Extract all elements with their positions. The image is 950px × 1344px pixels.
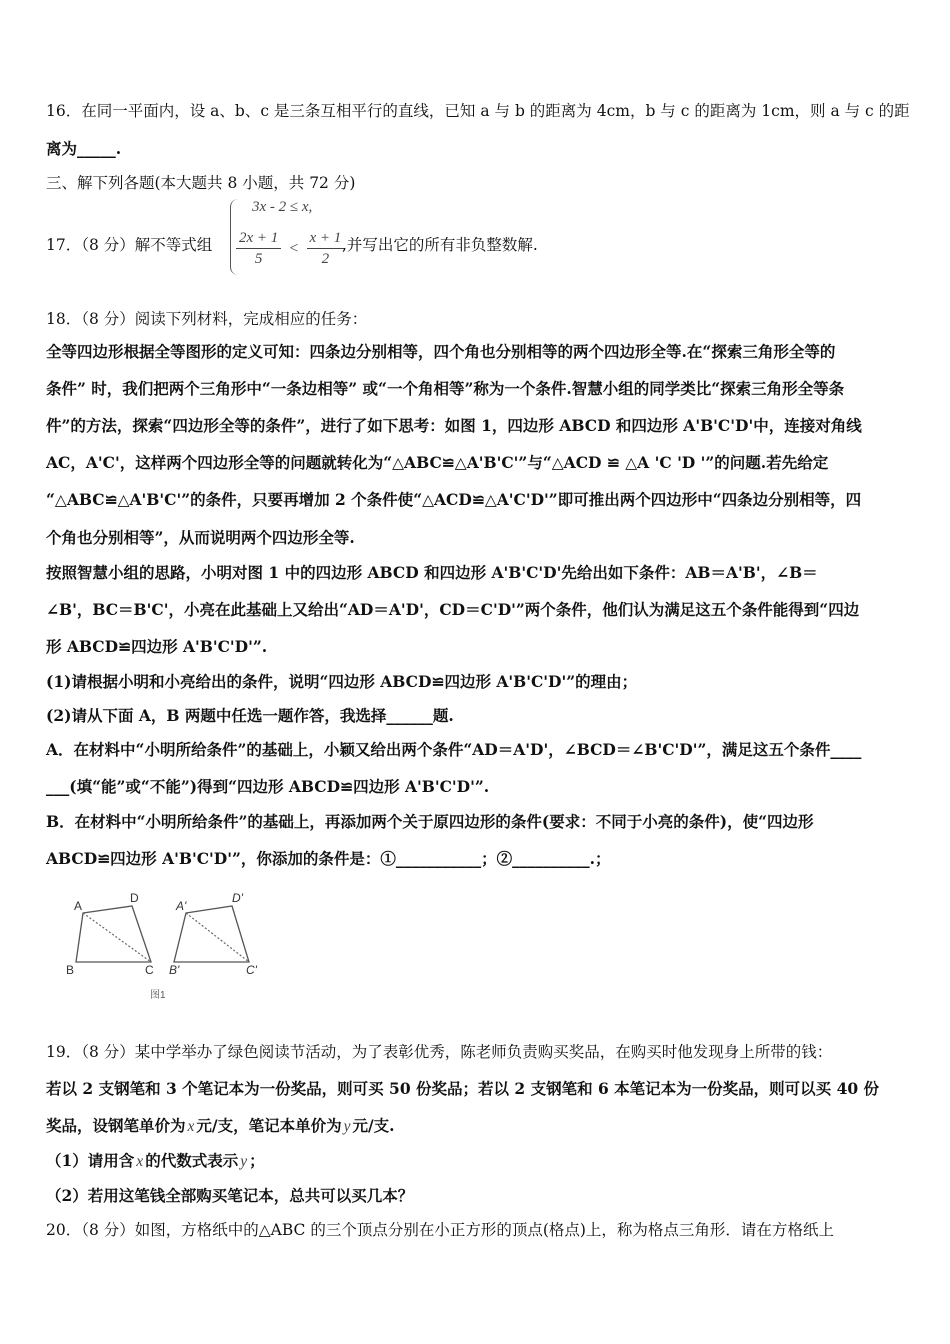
q18-option-a-cont: ___(填“能”或“不能”)得到“四边形 ABCD≌四边形 A'B'C'D'”. <box>46 777 490 796</box>
q17-inequality-1: 3x - 2 ≤ x, <box>252 199 313 215</box>
q17-fraction-1: $\frac{2x + 1}{5}$ <box>236 228 281 269</box>
var-x: x <box>187 1118 195 1135</box>
label-b: B <box>66 963 75 977</box>
q17-inequality-2: $\frac{2x + 1}{5}$ < $\frac{x + 1}{2}$ <box>236 228 344 269</box>
q19-line1: 19．（8 分）某中学举办了绿色阅读节活动，为了表彰优秀，陈老师负责购买奖品，在购买时他发现身上所带的钱： <box>46 1043 833 1061</box>
label-d: D <box>130 891 139 905</box>
q17-prefix: 17．（8 分）解不等式组 <box>46 236 213 254</box>
section-3-heading: 三、解下列各题(本大题共 8 小题，共 72 分) <box>46 174 356 192</box>
figure-caption: 图1 <box>150 990 166 1001</box>
q18-paragraph: 形 ABCD≌四边形 A'B'C'D'”. <box>46 637 268 656</box>
q18-option-b: B．在材料中“小明所给条件”的基础上，再添加两个关于原四边形的条件(要求：不同于小亮的条件)，使“四边形 <box>46 812 814 831</box>
q18-task-2: (2)请从下面 A，B 两题中任选一题作答，我选择______题. <box>46 706 454 725</box>
q16-line1: 16．在同一平面内，设 a、b、c 是三条互相平行的直线，已知 a 与 b 的距离为 4cm，b 与 c 的距离为 1cm，则 a 与 c 的距 <box>46 102 910 120</box>
q18-paragraph: 条件” 时，我们把两个三角形中“一条边相等” 或“一个角相等”称为一个条件.智慧小组的同学类比“探索三角形全等条 <box>46 379 845 398</box>
q18-paragraph: AC，A'C'，这样两个四边形全等的问题就转化为“△ABC≌△A'B'C'”与“△ACD ≌ △A 'C 'D '”的问题.若先给定 <box>46 453 829 472</box>
q19-line2: 若以 2 支钢笔和 3 个笔记本为一份奖品，则可买 50 份奖品；若以 2 支钢笔和 6 本笔记本为一份奖品，则可以买 40 份 <box>46 1079 880 1098</box>
q20-line1: 20．（8 分）如图，方格纸中的△ABC 的三个顶点分别在小正方形的顶点(格点)上，称为格点三角形．请在方格纸上 <box>46 1221 834 1239</box>
label-d-prime: D' <box>232 891 243 905</box>
q17-suffix: ,并写出它的所有非负整数解. <box>342 236 538 254</box>
label-a-prime: A' <box>176 899 187 913</box>
quadrilateral-abcd <box>76 906 151 962</box>
q18-paragraph: 按照智慧小组的思路，小明对图 1 中的四边形 ABCD 和四边形 A'B'C'D'先给出如下条件：AB＝A'B'，∠B＝ <box>46 563 818 582</box>
q18-paragraph: 件”的方法，探索“四边形全等的条件”，进行了如下思考：如图 1，四边形 ABCD 和四边形 A'B'C'D'中，连接对角线 <box>46 416 862 435</box>
q19-line3: 奖品，设钢笔单价为 x 元/支，笔记本单价为 y 元/支. <box>46 1116 395 1135</box>
label-b-prime: B' <box>169 963 180 977</box>
q19-subquestion-1: （1）请用含 x 的代数式表示 y ； <box>46 1151 265 1170</box>
q16-line2: 离为_____. <box>46 139 122 158</box>
q18-paragraph: 全等四边形根据全等图形的定义可知：四条边分别相等，四个角也分别相等的两个四边形全等.在“探索三角形全等的 <box>46 342 836 361</box>
q18-option-a: A．在材料中“小明所给条件”的基础上，小颖又给出两个条件“AD＝A'D'，∠BCD＝∠B'C'D'”，满足这五个条件____ <box>46 740 862 759</box>
q19-subquestion-2: （2）若用这笔钱全部购买笔记本，总共可以买几本？ <box>46 1186 414 1205</box>
q18-paragraph: “△ABC≌△A'B'C'”的条件，只要再增加 2 个条件使“△ACD≌△A'C'D'”即可推出两个四边形中“四条边分别相等，四 <box>46 490 862 509</box>
q18-paragraph: ∠B'，BC＝B'C'，小亮在此基础上又给出“AD＝A'D'，CD＝C'D'”两个条件，他们认为满足这五个条件能得到“四边 <box>46 600 860 619</box>
q18-paragraph: 个角也分别相等”，从而说明两个四边形全等. <box>46 528 355 547</box>
figure-1-quadrilaterals <box>60 888 280 1008</box>
label-c-prime: C' <box>246 963 257 977</box>
q17-fraction-2: $\frac{x + 1}{2}$ <box>307 228 345 269</box>
label-c: C <box>145 963 154 977</box>
q18-task-1: (1)请根据小明和小亮给出的条件，说明“四边形 ABCD≌四边形 A'B'C'D'”的理由； <box>46 672 638 691</box>
var-y: y <box>343 1118 351 1135</box>
quadrilateral-a2b2c2d2 <box>174 906 249 962</box>
q18-option-b-cont: ABCD≌四边形 A'B'C'D'”，你添加的条件是：①___________；②__________.； <box>46 849 611 868</box>
q18-heading: 18．（8 分）阅读下列材料，完成相应的任务： <box>46 310 368 328</box>
label-a: A <box>74 899 83 913</box>
